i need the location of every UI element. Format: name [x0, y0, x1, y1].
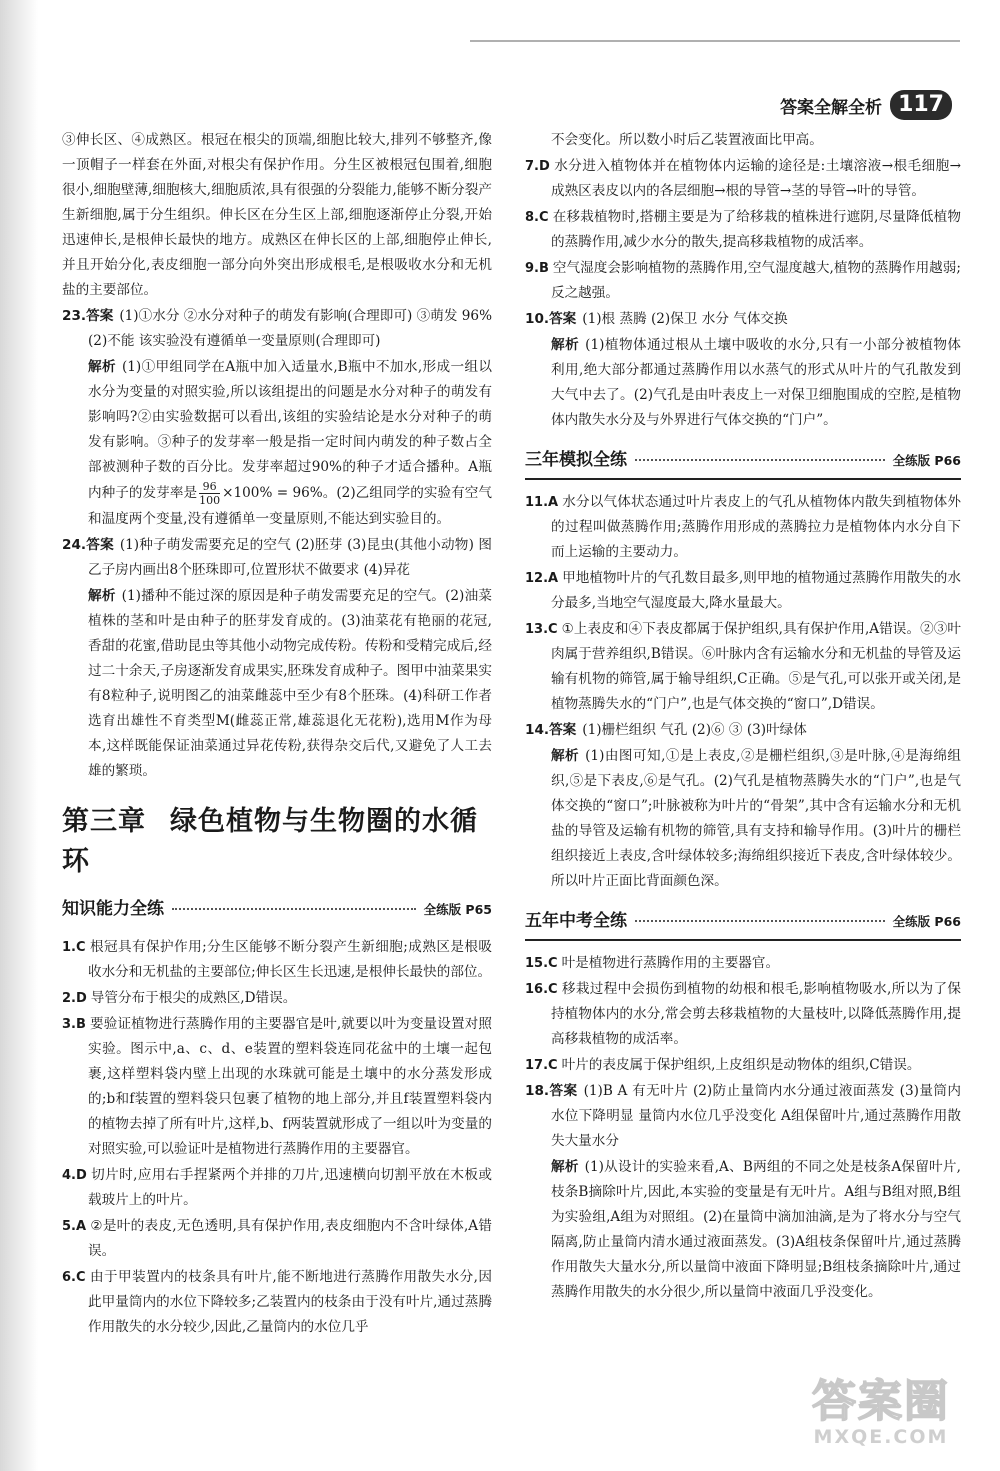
page-shadow: [0, 0, 38, 1471]
answer-item: [525, 951, 961, 976]
item-number: 8.C: [525, 210, 549, 225]
item-text: 移栽过程中会损伤到植物的幼根和根毛,影响植物吸水,所以为了保持植物体内的水分,常会剪去移栽植物的大量枝叶,以降低蒸腾作用,提高移栽植物的成活率。: [551, 981, 961, 1047]
answer-text: (1)B A 有无叶片 (2)防止量筒内水分通过液面蒸发 (3)量筒内水位下降明显 量筒内水位几乎没变化 A组保留叶片,通过蒸腾作用散失大量水分: [551, 1083, 961, 1149]
answer-text: (1)种子萌发需要充足的空气 (2)胚芽 (3)昆虫(其他小动物) 图乙子房内画出8个胚珠即可,位置形状不做要求 (4)异花: [88, 537, 492, 578]
analysis-18: [525, 1155, 961, 1305]
analysis-text: (1)播种不能过深的原因是种子萌发需要充足的空气。(2)油菜植株的茎和叶是由种子的胚芽发育成的。(3)油菜花有艳丽的花冠,香甜的花蜜,借助昆虫等其他小动物完成传粉。传粉和受精完成后,经过二十余天,子房逐渐发育成果实,胚珠发育成种子。图甲中油菜果实有8粒种子,说明图乙的油菜雌蕊中至少有8个胚珠。(4)科研工作者选育出雄性不育类型M(雌蕊正常,雄蕊退化无花粉),选用M作为母本,这样既能保证油菜通过异花传粉,获得杂交后代,又避免了人工去雄的繁琐。: [88, 588, 492, 779]
answer-label: 14.答案: [525, 722, 577, 738]
answer-item: [525, 1053, 961, 1078]
answer-item: [525, 205, 961, 255]
item-number: 13.C: [525, 622, 558, 637]
header-rule: [470, 40, 960, 42]
item-number: 5.A: [62, 1219, 87, 1234]
answer-item: [525, 256, 961, 306]
answer-text: (1)根 蒸腾 (2)保卫 水分 气体交换: [582, 311, 788, 327]
intro-paragraph: ③伸长区、④成熟区。根冠在根尖的顶端,细胞比较大,排列不够整齐,像一顶帽子一样套在外面,对根尖有保护作用。分生区被根冠包围着,细胞很小,细胞壁薄,细胞核大,细胞质浓,具有很强的分裂能力,能够不断分裂产生新细胞,属于分生组织。伸长区在分生区上部,细胞逐渐停止分裂,开始迅速伸长,是根伸长最快的地方。成熟区在伸长区的上部,细胞停止伸长,并且开始分化,表皮细胞一部分向外突出形成根毛,是根吸收水分和无机盐的主要部位。: [62, 132, 492, 298]
right-column: [525, 128, 961, 1306]
section-heading-three-year: [525, 445, 961, 480]
analysis-text: (1)由图可知,①是上表皮,②是栅栏组织,③是叶脉,④是海绵组织,⑤是下表皮,⑥是气孔。(2)气孔是植物蒸腾失水的“门户”,也是气体交换的“窗口”;叶脉被称为叶片的“骨架”,其中含有运输水分和无机盐的导管及运输有机物的筛管,具有支持和输导作用。(3)叶片的栅栏组织接近上表皮,含叶绿体较多;海绵组织接近下表皮,含叶绿体较少。所以叶片正面比背面颜色深。: [551, 748, 961, 889]
item-number: 4.D: [62, 1168, 87, 1183]
answer-label: 24.答案: [62, 537, 114, 553]
page-number: 117: [890, 90, 952, 120]
answer-23: [62, 304, 492, 354]
dotted-leader: [635, 459, 885, 461]
analysis-23: [62, 355, 492, 532]
watermark: [796, 1378, 966, 1466]
item-text: 叶是植物进行蒸腾作用的主要器官。: [561, 955, 780, 971]
analysis-label: 解析: [551, 748, 580, 764]
section-title: 知识能力全练: [62, 899, 164, 919]
item-number: 6.C: [62, 1270, 86, 1285]
item-text: 空气湿度会影响植物的蒸腾作用,空气湿度越大,植物的蒸腾作用越弱;反之越强。: [551, 260, 961, 301]
section-title: 三年模拟全练: [525, 450, 627, 470]
item-number: 15.C: [525, 956, 558, 971]
section-heading-five-year: [525, 906, 961, 941]
item-text: 甲地植物叶片的气孔数目最多,则甲地的植物通过蒸腾作用散失的水分最多,当地空气湿度最大,降水量最大。: [551, 570, 961, 611]
analysis-text: (1)①甲组同学在A瓶中加入适量水,B瓶中不加水,形成一组以水分为变量的对照实验,所以该组提出的问题是水分对种子的萌发有影响吗?②由实验数据可以看出,该组的实验结论是水分对种子的萌发有影响。③种子的发芽率一般是指一定时间内萌发的种子数占全部被测种子数的百分比。发芽率超过90%的种子才适合播种。A瓶内种子的发芽率是: [88, 359, 493, 501]
chapter-title: 绿色植物与生物圈的水循环: [62, 806, 478, 877]
item-text: ②是叶的表皮,无色透明,具有保护作用,表皮细胞内不含叶绿体,A错误。: [88, 1218, 492, 1259]
answer-label: 23.答案: [62, 308, 114, 324]
section-title: 五年中考全练: [525, 911, 627, 931]
answer-10: [525, 307, 961, 332]
answer-item: [62, 986, 492, 1011]
item-number: 3.B: [62, 1017, 86, 1032]
analysis-14: [525, 744, 961, 894]
watermark-logo: 答案圈: [812, 1376, 950, 1427]
item-number: 11.A: [525, 495, 559, 510]
chapter-heading: [62, 802, 492, 882]
analysis-label: 解析: [551, 337, 580, 353]
watermark-url: MXQE.COM: [813, 1426, 949, 1448]
answer-text: (1)①水分 ②水分对种子的萌发有影响(合理即可) ③萌发 96% (2)不能 该实验没有遵循单一变量原则(合理即可): [88, 308, 492, 349]
continued-item-6: 不会变化。所以数小时后乙装置液面比甲高。: [551, 132, 823, 148]
item-number: 2.D: [62, 991, 87, 1006]
answer-label: 10.答案: [525, 311, 577, 327]
analysis-label: 解析: [551, 1159, 579, 1175]
dotted-leader: [172, 908, 416, 910]
item-number: 7.D: [525, 159, 550, 174]
answer-item: [525, 566, 961, 616]
item-number: 1.C: [62, 940, 86, 955]
item-number: 17.C: [525, 1058, 558, 1073]
analysis-label: 解析: [88, 588, 116, 604]
analysis-text: (1)从设计的实验来看,A、B两组的不同之处是枝条A保留叶片,枝条B摘除叶片,因此,本实验的变量是有无叶片。A组与B组对照,B组为实验组,A组为对照组。(2)在量筒中滴加油滴,是为了将水分与空气隔离,防止量筒内清水通过液面蒸发。(3)A组枝条保留叶片,通过蒸腾作用散失大量水分,所以量筒中液面下降明显;B组枝条摘除叶片,通过蒸腾作用散失的水分很少,所以量筒中液面几乎没变化。: [551, 1159, 962, 1300]
analysis-24: [62, 584, 492, 784]
item-number: 9.B: [525, 261, 549, 276]
analysis-10: [525, 333, 961, 433]
item-text: ①上表皮和④下表皮都属于保护组织,具有保护作用,A错误。②③叶肉属于营养组织,B错误。⑥叶脉内含有运输水分和无机盐的导管及运输有机物的筛管,属于输导组织,C正确。⑤是气孔,可以张开或关闭,是植物蒸腾失水的“门户”,也是气体交换的“窗口”,D错误。: [551, 621, 961, 712]
item-text: 要验证植物进行蒸腾作用的主要器官是叶,就要以叶为变量设置对照实验。图示中,a、c、d、e装置的塑料袋连同花盆中的土壤一起包裹,这样塑料袋内壁上出现的水珠就可能是土壤中的水分蒸发形成的;b和f装置的塑料袋只包裹了植物的地上部分,并且f装置塑料袋内的植物去掉了所有叶片,这样,b、f两装置就形成了一组以叶为变量的对照实验,可以验证叶是植物进行蒸腾作用的主要器官。: [88, 1016, 492, 1157]
answer-14: [525, 718, 961, 743]
item-text: 切片时,应用右手捏紧两个并排的刀片,迅速横向切割平放在木板或载玻片上的叶片。: [88, 1167, 492, 1208]
answer-item: [62, 1214, 492, 1264]
analysis-label: 解析: [88, 359, 116, 375]
answer-text: (1)栅栏组织 气孔 (2)⑥ ③ (3)叶绿体: [582, 722, 807, 738]
answer-label: 18.答案: [525, 1083, 578, 1099]
page-header: [780, 88, 952, 122]
header-title: 答案全解全析: [780, 97, 883, 118]
dotted-leader: [635, 920, 885, 922]
fraction-numerator: 96: [199, 480, 220, 494]
item-text: 导管分布于根尖的成熟区,D错误。: [90, 990, 297, 1006]
answer-item: [62, 1265, 492, 1340]
chapter-number: 第三章: [62, 806, 146, 837]
answer-18: [525, 1079, 961, 1154]
item-number: 12.A: [525, 571, 559, 586]
item-text: 叶片的表皮属于保护组织,上皮组织是动物体的组织,C错误。: [561, 1057, 921, 1073]
section-ref: 全练版 P66: [892, 453, 961, 468]
section-ref: 全练版 P66: [892, 914, 961, 929]
item-text: 由于甲装置内的枝条具有叶片,能不断地进行蒸腾作用散失水分,因此甲量筒内的水位下降较多;乙装置内的枝条由于没有叶片,通过蒸腾作用散失的水分较少,因此,乙量筒内的水位几乎: [88, 1269, 492, 1335]
analysis-text-continued: ×100% = 96%。(2)乙组同学的实验有空气和温度两个变量,没有遵循单一变量原则,不能达到实验目的。: [88, 485, 493, 527]
fraction-denominator: 100: [199, 494, 221, 507]
answer-item: [62, 935, 492, 985]
item-text: 根冠具有保护作用;分生区能够不断分裂产生新细胞;成熟区是根吸收水分和无机盐的主要部位;伸长区生长迅速,是根伸长最快的部位。: [88, 939, 492, 980]
item-text: 在移栽植物时,搭棚主要是为了给移栽的植株进行遮阴,尽量降低植物的蒸腾作用,减少水分的散失,提高移栽植物的成活率。: [551, 209, 961, 250]
answer-item: [525, 490, 961, 565]
item-text: 水分以气体状态通过叶片表皮上的气孔从植物体内散失到植物体外的过程叫做蒸腾作用;蒸腾作用形成的蒸腾拉力是植物体内水分自下而上运输的主要动力。: [551, 494, 961, 560]
section-heading-knowledge: [62, 894, 492, 925]
answer-item: [62, 1163, 492, 1213]
answer-item: [62, 1012, 492, 1162]
answer-item: [525, 617, 961, 717]
answer-item: [525, 977, 961, 1052]
analysis-text: (1)植物体通过根从土壤中吸收的水分,只有一小部分被植物体利用,绝大部分都通过蒸腾作用以水蒸气的形式从叶片的气孔散发到大气中去了。(2)气孔是由叶表皮上一对保卫细胞围成的空腔,是植物体内散失水分及与外界进行气体交换的“门户”。: [551, 337, 962, 428]
section-ref: 全练版 P65: [423, 902, 492, 917]
answer-item: [525, 154, 961, 204]
answer-24: [62, 533, 492, 583]
fraction: [199, 480, 220, 507]
item-number: 16.C: [525, 982, 558, 997]
item-text: 水分进入植物体并在植物体内运输的途径是:土壤溶液→根毛细胞→成熟区表皮以内的各层细胞→根的导管→茎的导管→叶的导管。: [551, 158, 961, 199]
left-column: [62, 128, 492, 1341]
